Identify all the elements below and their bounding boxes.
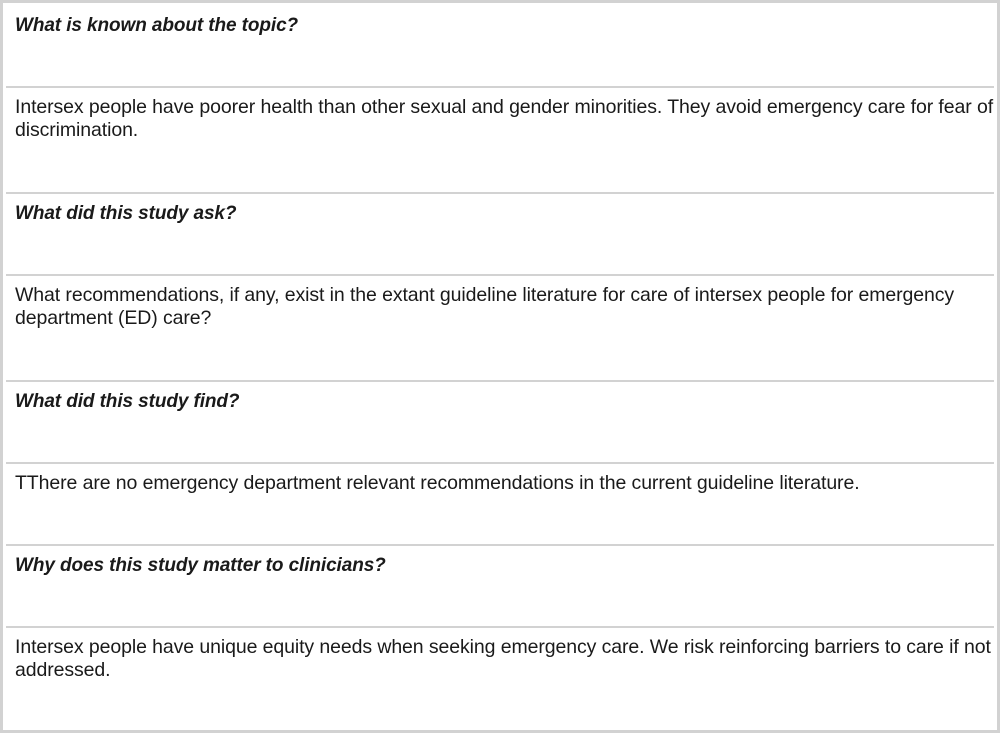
answer-ask: What recommendations, if any, exist in the extant guideline literature for care of intersex people for emergency department (ED) care?: [15, 284, 955, 329]
answer-matter: Intersex people have unique equity needs when seeking emergency care. We risk reinforcing barriers to care if not addressed.: [15, 636, 991, 681]
question-known: What is known about the topic?: [15, 15, 299, 36]
question-matter: Why does this study matter to clinicians?: [15, 555, 386, 576]
answer-known: Intersex people have poorer health than other sexual and gender minorities. They avoid emergency care for fear of discrimination.: [15, 96, 994, 141]
answer-find: TThere are no emergency department relevant recommendations in the current guideline literature.: [15, 472, 860, 494]
question-find: What did this study find?: [15, 391, 240, 412]
question-ask: What did this study ask?: [15, 203, 237, 224]
